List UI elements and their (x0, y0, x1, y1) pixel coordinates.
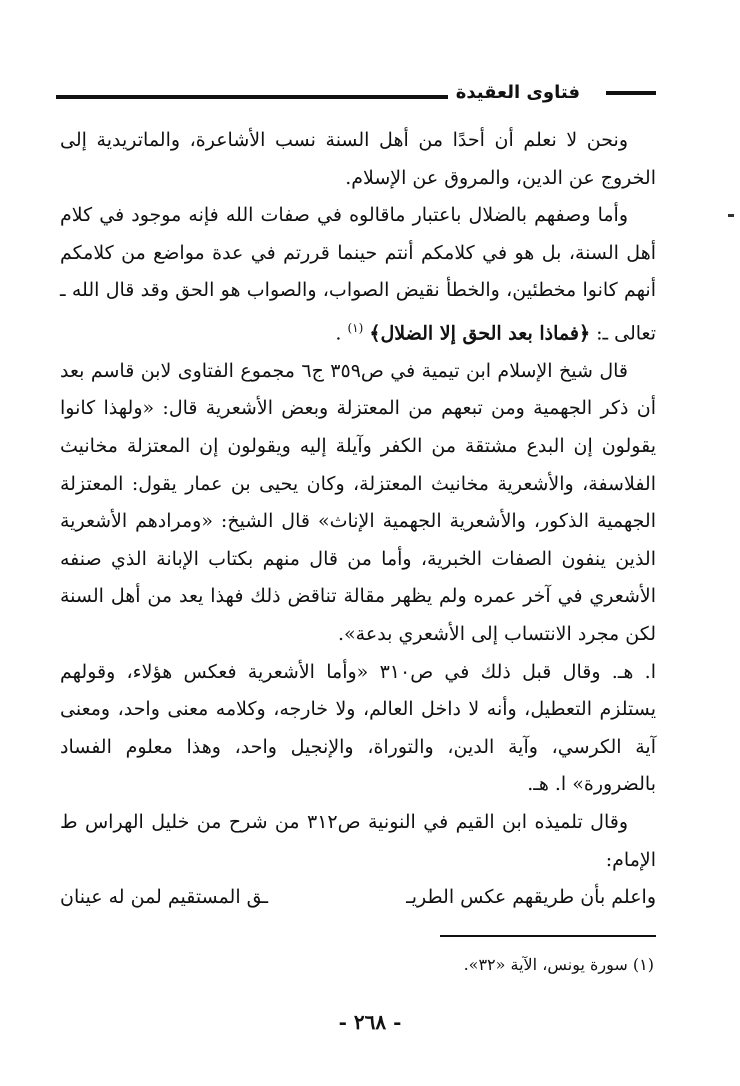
paragraph-2: وأما وصفهم بالضلال باعتبار ماقالوه في صفات الله فإنه موجود في كلام أهل السنة، بل هو في كلامكم أنتم حينما قررتم في عدة مواضع من كلامكم أنهم كانوا مخطئين، والخطأ نقيض الصواب، والصواب هو الحق وقد قال الله ـ تعالى ـ: ﴿فماذا بعد الحق إلا الضلال﴾ $^{(١)}$ . (60, 204, 656, 345)
poem-hemistich-2: ـق المستقيم لمن له عينان (60, 886, 269, 909)
quran-quote: ﴿فماذا بعد الحق إلا الضلال﴾ (369, 322, 591, 345)
paragraph-1 (60, 122, 656, 197)
page-number: - ٢٦٨ - (338, 1010, 402, 1034)
paragraph-3 (60, 353, 656, 654)
footnote-marker: (١) (632, 955, 654, 974)
poem-hemistich-1: واعلم بأن طريقهم عكس الطريـ (406, 886, 656, 909)
footnote-rule (440, 935, 656, 937)
running-header (56, 80, 656, 108)
footnote-reference: (١) (347, 320, 364, 335)
paragraph-5 (60, 804, 656, 879)
paragraph-3-text: قال شيخ الإسلام ابن تيمية في ص٣٥٩ ج٦ مجموع الفتاوى لابن قاسم بعد أن ذكر الجهمية ومن تبعهم من المعتزلة وبعض الأشعرية قال: «ولهذا كانوا يقولون إن البدع مشتقة من الكفر وآيلة إليه ويقولون إن المعتزلة مخانيث الفلاسفة، والأشعرية مخانيث المعتزلة، وكان يحيى بن عمار يقول: المعتزلة الجهمية الذكور، والأشعرية الجهمية الإناث» قال الشيخ: «ومرادهم الأشعرية الذين ينفون الصفات الخبرية، وأما من قال منهم بكتاب الإبانة الذي صنفه الأشعري في آخر عمره ولم يظهر مقالة تناقض ذلك فهذا يعد من أهل السنة لكن مجرد الانتساب إلى الأشعري بدعة». (60, 359, 656, 646)
header-dash (606, 91, 656, 95)
paragraph-2-text: وأما وصفهم بالضلال باعتبار ماقالوه في صفات الله فإنه موجود في كلام أهل السنة، بل هو في كلامكم أنتم حينما قررتم في عدة مواضع من كلامكم أنهم كانوا مخطئين، والخطأ نقيض الصواب، والصواب هو الحق وقد قال الله ـ تعالى ـ: (60, 204, 656, 345)
main-text (60, 122, 656, 917)
paragraph-4-text: ا. هـ. وقال قبل ذلك في ص٣١٠ «وأما الأشعرية فعكس هؤلاء، وقولهم يستلزم التعطيل، وأنه لا داخل العالم، ولا خارجه، وكلامه معنى واحد، ومعنى آية الكرسي، وآية الدين، والتوراة، والإنجيل واحد، وهذا معلوم الفساد بالضرورة» ا. هـ. (60, 660, 657, 796)
paragraph-4 (60, 654, 656, 804)
paragraph-1-text: ونحن لا نعلم أن أحدًا من أهل السنة نسب الأشاعرة، والماتريدية إلى الخروج عن الدين، والمروق عن الإسلام. (60, 129, 656, 189)
header-rule (56, 95, 448, 99)
poem-verse (60, 879, 656, 917)
margin-mark (728, 214, 734, 217)
header-title: فتاوى العقيدة (450, 80, 586, 106)
footnote-text: سورة يونس، الآية «٣٢». (463, 955, 628, 974)
paragraph-5-text: وقال تلميذه ابن القيم في النونية ص٣١٢ من شرح من خليل الهراس ط الإمام: (60, 811, 656, 871)
footnote (464, 955, 654, 974)
